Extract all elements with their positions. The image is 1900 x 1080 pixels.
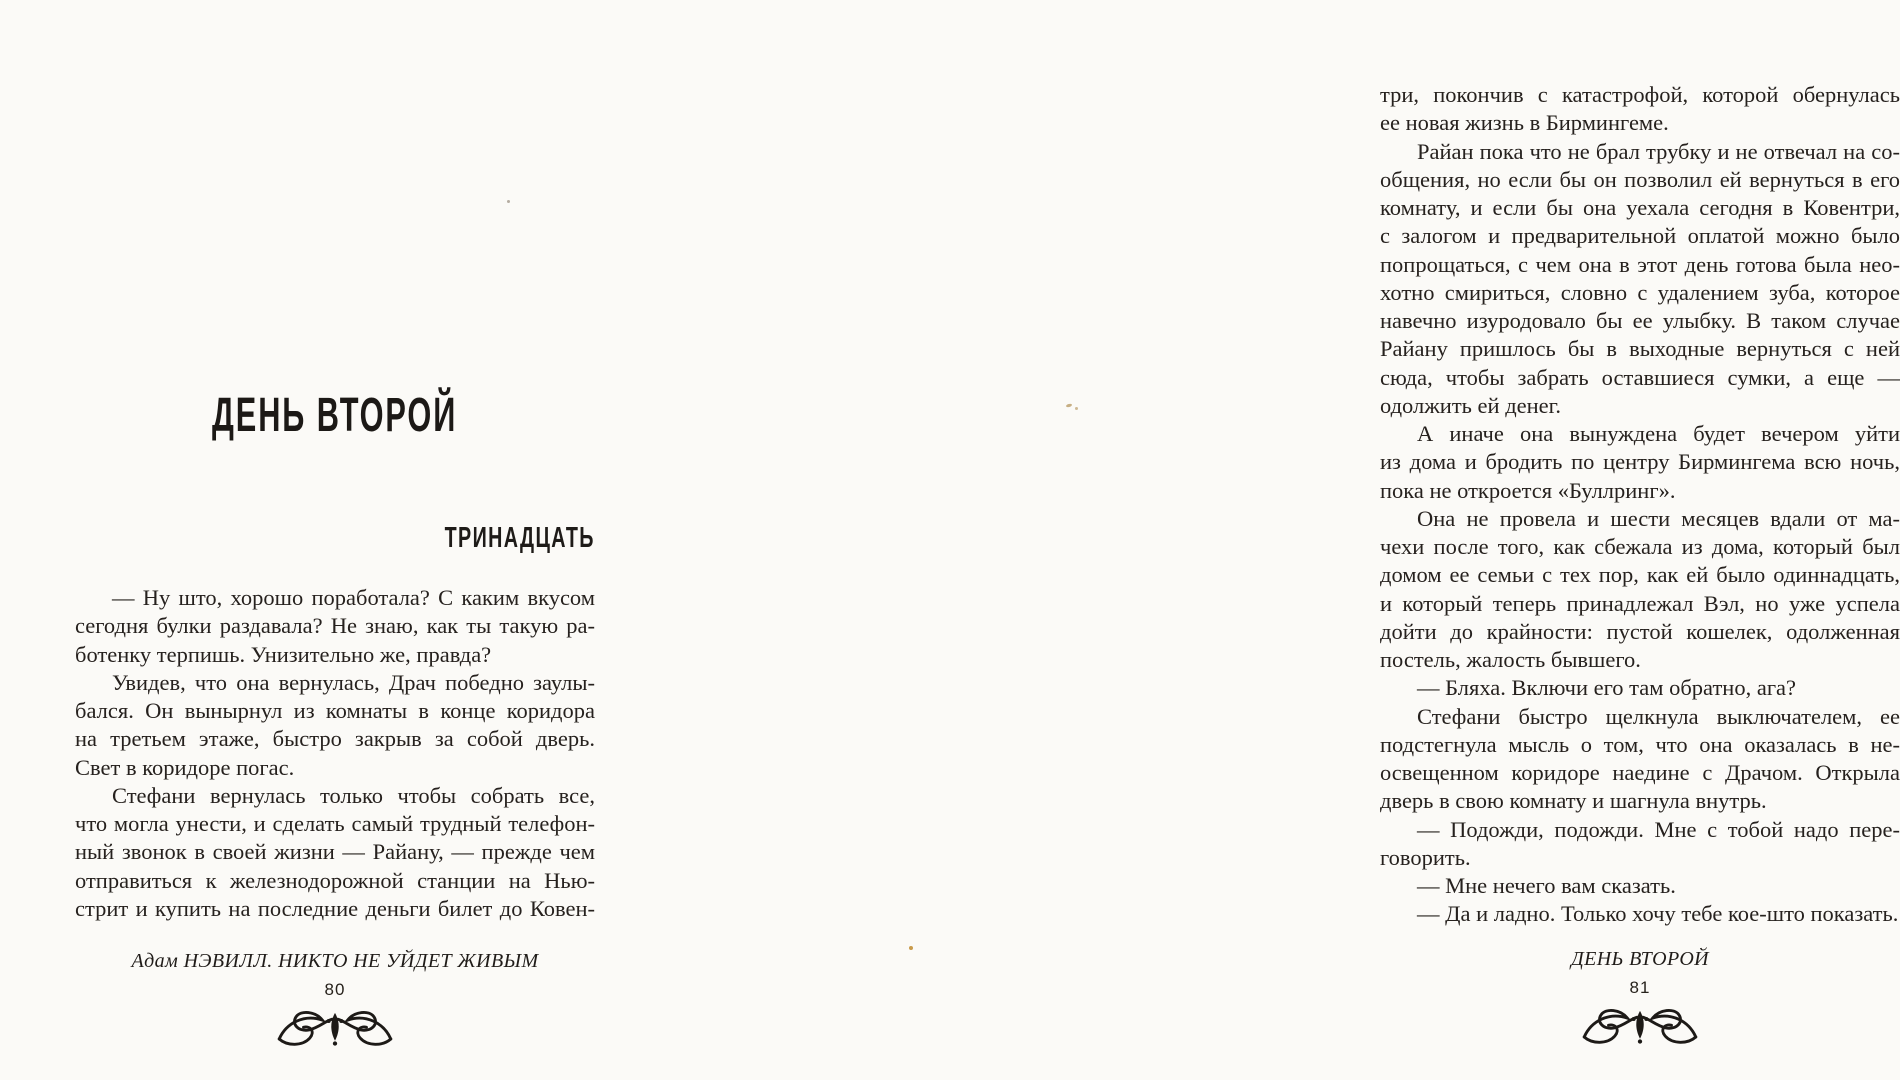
text-line: три, покончив с катастрофой, которой обернулась — [1380, 82, 1900, 107]
text-line: — Бляха. Включи его там обратно, ага? — [1417, 675, 1797, 701]
scan-speck — [1075, 407, 1078, 410]
text-line: комнату, и если бы она уехала сегодня в Ковентри, — [1380, 195, 1900, 220]
text-line: — Ну што, хорошо поработала? С каким вкусом — [112, 585, 595, 610]
text-line: одолжить ей денег. — [1380, 392, 1561, 418]
text-line: домом ее семьи с тех пор, как ей было одиннадцать, — [1380, 562, 1900, 588]
text-line: с залогом и предварительной оплатой можно было — [1380, 223, 1900, 249]
text-line: говорить. — [1380, 844, 1471, 870]
text-line: подстегнула мысль о том, что она оказалась в не- — [1380, 731, 1900, 757]
text-line: дойти до крайности: пустой кошелек, одолженная — [1380, 618, 1900, 644]
text-line: сегодня булки раздавала? Не знаю, как ты такую ра- — [75, 613, 595, 639]
chapter-title: ДЕНЬ ВТОРОЙ — [212, 389, 458, 442]
text-line: отправиться к железнодорожной станции на Нью- — [75, 867, 595, 893]
text-line: Стефани быстро щелкнула выключателем, ее — [1417, 703, 1900, 729]
running-title: ДЕНЬ ВТОРОЙ — [1570, 948, 1710, 970]
text-line: освещенном коридоре наедине с Драчом. Открыла — [1380, 760, 1900, 785]
section-title-block — [75, 522, 595, 555]
text-line: — Мне нечего вам сказать. — [1417, 873, 1676, 898]
text-line: что могла унести, и сделать самый трудный телефон- — [75, 811, 595, 836]
page-number: 80 — [324, 980, 346, 999]
text-line: — Да и ладно. Только хочу тебе кое-што показать. — [1417, 901, 1899, 927]
text-line: попрощаться, с чем она в этот день готова была нео- — [1380, 251, 1900, 277]
text-line: сюда, чтобы забрать оставшиеся сумки, а еще — — [1380, 364, 1900, 390]
text-line: Увидев, что она вернулась, Драч победно заулы- — [112, 669, 595, 695]
text-line: ботенку терпишь. Унизительно же, правда? — [75, 641, 492, 667]
scan-speck — [507, 200, 510, 203]
page-number: 81 — [1629, 978, 1651, 997]
text-line: и который теперь принадлежал Вэл, но уже успела — [1380, 590, 1900, 616]
left-page-footer — [75, 950, 595, 1062]
text-line: постель, жалость бывшего. — [1380, 647, 1641, 672]
text-line: пока не откроется «Буллринг». — [1380, 477, 1676, 503]
text-line: — Подожди, подожди. Мне с тобой надо пере- — [1417, 816, 1900, 842]
calligraphic-flourish-ornament-icon — [1577, 1001, 1703, 1055]
text-line: бался. Он вынырнул из комнаты в конце коридора — [75, 698, 595, 723]
text-line: Райан пока что не брал трубку и не отвечал на со- — [1417, 138, 1900, 164]
text-line: из дома и бродить по центру Бирмингема всю ночь, — [1380, 449, 1900, 475]
text-line: Стефани вернулась только чтобы собрать все, — [112, 782, 595, 808]
scan-speck — [909, 946, 913, 950]
text-line: Райану пришлось бы в выходные вернуться с ней — [1380, 336, 1900, 362]
right-page-body — [1380, 81, 1900, 929]
text-line: ее новая жизнь в Бирмингеме. — [1380, 110, 1669, 136]
text-line: чехи после того, как сбежала из дома, который был — [1380, 534, 1900, 559]
text-line: навечно изуродовало бы ее улыбку. В таком случае — [1380, 308, 1900, 333]
right-page-footer — [1380, 948, 1900, 1060]
text-line: стрит и купить на последние деньги билет до Ковен- — [75, 895, 595, 921]
chapter-title-block — [75, 388, 595, 443]
left-page-body — [75, 584, 595, 923]
right-page — [657, 0, 1900, 1080]
calligraphic-flourish-ornament-icon — [272, 1003, 398, 1057]
text-line: Свет в коридоре погас. — [75, 754, 295, 780]
running-title: Адам НЭВИЛЛ. НИКТО НЕ УЙДЕТ ЖИВЫМ — [131, 950, 539, 972]
section-title: ТРИНАДЦАТЬ — [444, 522, 595, 554]
text-line: хотно смириться, словно с удалением зуба, которое — [1380, 279, 1900, 305]
text-line: общения, но если бы он позволил ей вернуться в его — [1380, 166, 1900, 192]
text-line: ный звонок в своей жизни — Райану, — прежде чем — [75, 839, 595, 865]
text-line: А иначе она вынуждена будет вечером уйти — [1417, 421, 1900, 446]
text-line: Она не провела и шести месяцев вдали от ма- — [1417, 505, 1900, 531]
text-line: на третьем этаже, быстро закрыв за собой дверь. — [75, 726, 595, 752]
left-page — [0, 0, 657, 1080]
text-line: дверь в свою комнату и шагнула внутрь. — [1380, 788, 1767, 814]
